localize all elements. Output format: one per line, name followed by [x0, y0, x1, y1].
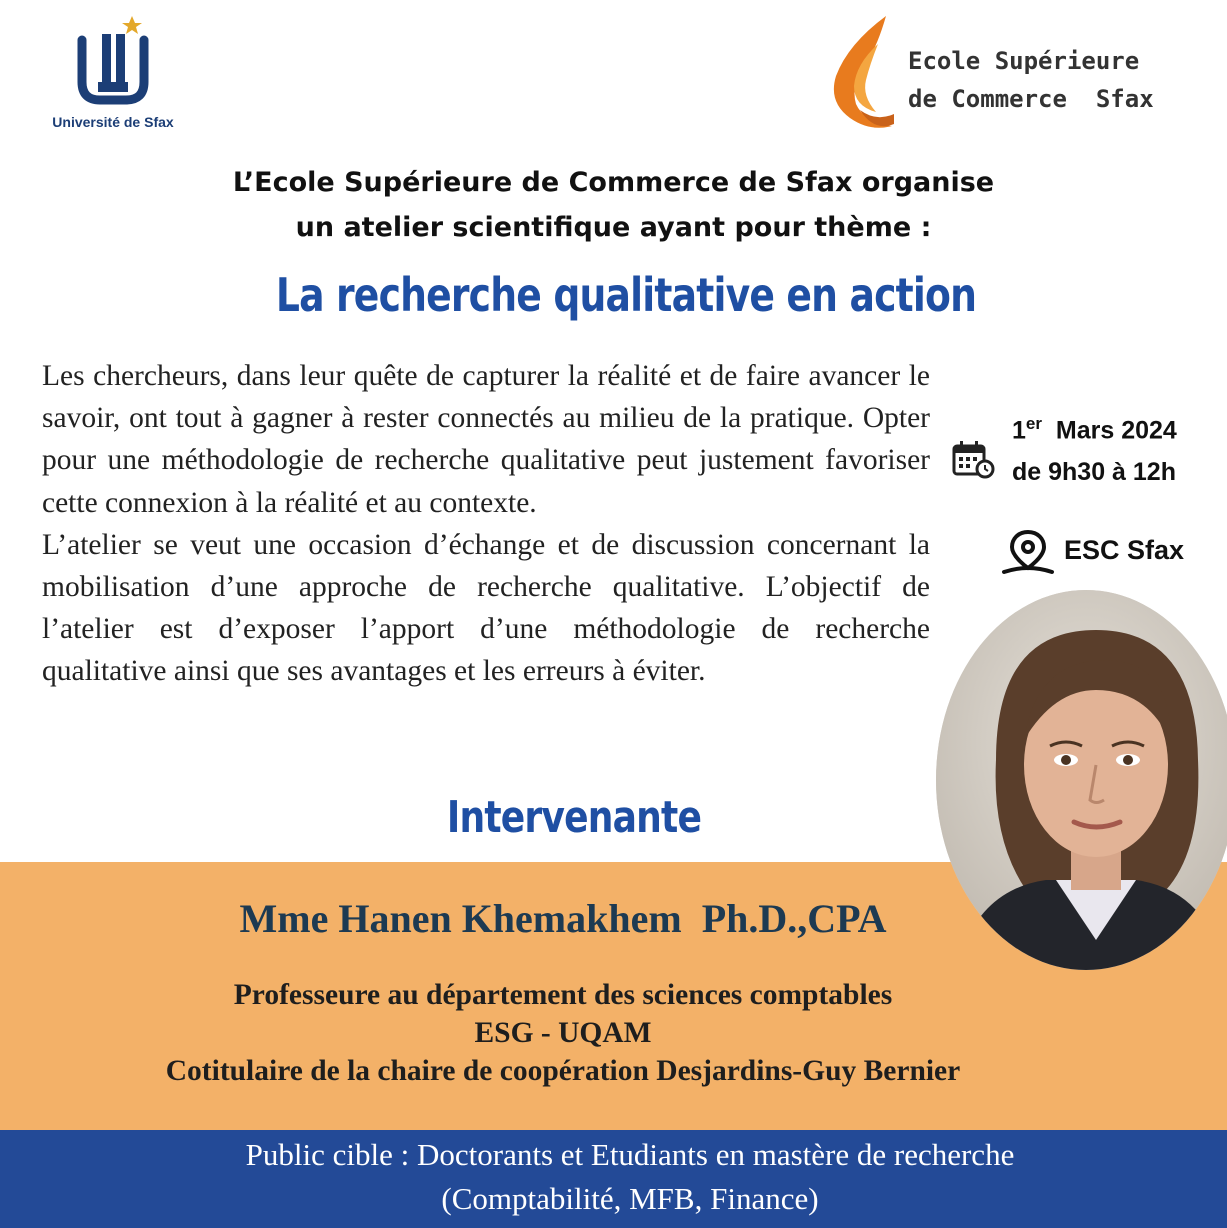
- universite-de-sfax-logo: [38, 12, 188, 132]
- intro-line2: un atelier scientifique ayant pour thème :: [295, 212, 932, 243]
- esc-flame-logo-icon: [820, 14, 900, 132]
- speaker-role-line2: ESG - UQAM: [474, 1017, 652, 1049]
- event-time: de 9h30 à 12h: [1012, 458, 1176, 486]
- speaker-role-line1: Professeure au département des sciences comptables: [233, 979, 893, 1011]
- school-name-line2: de Commerce Sfax: [908, 85, 1154, 113]
- speaker-name: Mme Hanen Khemakhem Ph.D.,CPA: [239, 896, 887, 941]
- event-day-suffix: er: [1025, 414, 1042, 433]
- event-month-year: Mars 2024: [1055, 416, 1177, 445]
- intro-line1: L’Ecole Supérieure de Commerce de Sfax organise: [232, 167, 995, 198]
- speaker-role-line3: Cotitulaire de la chaire de coopération Desjardins-Guy Bernier: [165, 1055, 961, 1087]
- event-place: ESC Sfax: [1064, 535, 1185, 565]
- description-paragraph2: L’atelier se veut une occasion d’échange et de discussion concernant la mobilisation d’une approche de recherche qualitative. L’objectif de l’atelier est d’exposer l’apport d’une méthodologie de recherche qualitative ainsi que ses avantages et les erreurs à éviter.: [42, 528, 930, 688]
- target-audience-line1: Public cible : Doctorants et Etudiants en mastère de recherche: [245, 1137, 1015, 1172]
- esc-school-name: [908, 42, 1154, 118]
- speaker-role: [0, 976, 1126, 1090]
- event-date: [1012, 414, 1177, 445]
- calendar-clock-icon: [952, 440, 996, 480]
- speaker-heading: Intervenante: [446, 792, 702, 843]
- school-name-line1: Ecole Supérieure: [908, 47, 1140, 75]
- target-audience: [0, 1133, 1227, 1221]
- location-pin-icon: [1000, 530, 1056, 576]
- universite-sfax-emblem-icon: [68, 12, 158, 112]
- university-name: Université de Sfax: [52, 114, 174, 130]
- esc-sfax-logo: [820, 14, 1220, 134]
- target-audience-line2: (Comptabilité, MFB, Finance): [441, 1181, 819, 1216]
- description-paragraph1: Les chercheurs, dans leur quête de capturer la réalité et de faire avancer le savoir, ont tout à gagner à rester connectés au milieu de la pratique. Opter pour une méthodologie de recherche qualitative peut justement favoriser cette connexion à la réalité et au contexte.: [42, 360, 930, 519]
- description: [42, 355, 930, 693]
- speaker-photo: [936, 590, 1227, 970]
- intro-text: [0, 160, 1227, 250]
- event-day: 1: [1012, 416, 1026, 445]
- speaker-portrait-icon: [936, 590, 1227, 970]
- theme-title: La recherche qualitative en action: [275, 268, 977, 322]
